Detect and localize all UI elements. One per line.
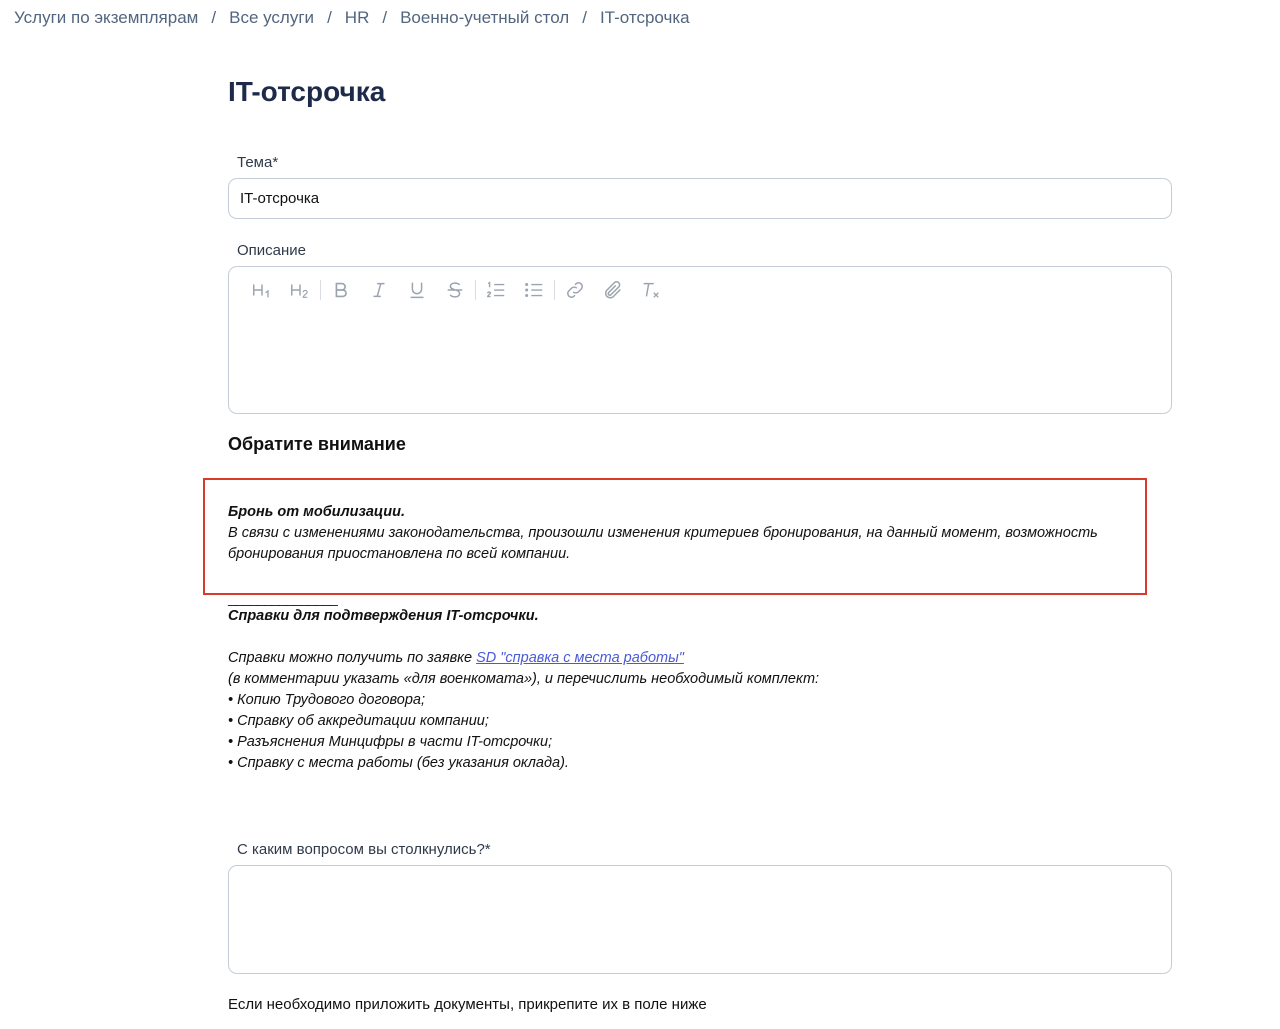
breadcrumb-separator: / <box>327 8 332 27</box>
heading-1-icon[interactable] <box>243 277 281 303</box>
notice-content <box>228 502 1128 565</box>
question-textarea[interactable] <box>228 865 1172 974</box>
breadcrumb-item-current[interactable]: IT-отсрочка <box>599 8 690 27</box>
toolbar-divider <box>554 280 555 300</box>
mobilization-notice <box>203 478 1147 595</box>
list-item: • Справку с места работы (без указания оклада). <box>228 755 569 771</box>
attach-hint: Если необходимо приложить документы, прикрепите их в поле ниже <box>228 996 707 1013</box>
ordered-list-icon[interactable] <box>477 277 515 303</box>
subject-input[interactable]: IT-отсрочка <box>228 178 1172 219</box>
list-item: • Разъяснения Минцифры в части IT-отсрочки; <box>228 734 553 750</box>
description-label: Описание <box>237 242 307 259</box>
references-intro: Справки можно получить по заявке <box>228 650 477 666</box>
references-title: Справки для подтверждения IT-отсрочки. <box>228 608 539 624</box>
breadcrumb-item-all-services[interactable]: Все услуги <box>229 8 315 27</box>
toolbar-divider <box>320 280 321 300</box>
description-editor[interactable] <box>228 266 1172 414</box>
question-label: С каким вопросом вы столкнулись?* <box>237 841 491 858</box>
heading-2-icon[interactable] <box>281 277 319 303</box>
bullet-list-icon[interactable] <box>515 277 553 303</box>
references-comment: (в комментарии указать «для военкомата»), и перечислить необходимый комплект: <box>228 671 820 687</box>
breadcrumb-item-military-desk[interactable]: Военно-учетный стол <box>400 8 570 27</box>
strikethrough-icon[interactable] <box>436 277 474 303</box>
subject-label: Тема* <box>237 154 279 171</box>
list-item: • Копию Трудового договора; <box>228 692 425 708</box>
notice-body: В связи с изменениями законодательства, произошли изменения критериев бронирования, на данный момент, возможность бронирования приостановлена по всей компании. <box>228 525 1098 562</box>
breadcrumb-separator: / <box>582 8 587 27</box>
paperclip-icon[interactable] <box>594 277 632 303</box>
link-icon[interactable] <box>556 277 594 303</box>
clear-format-icon[interactable] <box>632 277 670 303</box>
bold-icon[interactable] <box>322 277 360 303</box>
attention-heading: Обратите внимание <box>228 434 406 454</box>
page-title: IT-отсрочка <box>228 76 386 107</box>
divider-line: _______________ <box>228 590 338 606</box>
list-item: • Справку об аккредитации компании; <box>228 713 489 729</box>
references-section <box>228 606 1128 774</box>
sd-work-certificate-link[interactable]: SD "справка с места работы" <box>476 650 684 666</box>
notice-title: Бронь от мобилизации. <box>228 504 406 520</box>
references-intro-line <box>228 648 1128 669</box>
breadcrumb <box>14 8 690 28</box>
breadcrumb-item-instance-services[interactable]: Услуги по экземплярам <box>14 8 199 27</box>
underline-icon[interactable] <box>398 277 436 303</box>
breadcrumb-separator: / <box>211 8 217 27</box>
editor-toolbar <box>243 277 670 303</box>
breadcrumb-item-hr[interactable]: HR <box>344 8 370 27</box>
toolbar-divider <box>475 280 476 300</box>
breadcrumb-separator: / <box>382 8 388 27</box>
italic-icon[interactable] <box>360 277 398 303</box>
